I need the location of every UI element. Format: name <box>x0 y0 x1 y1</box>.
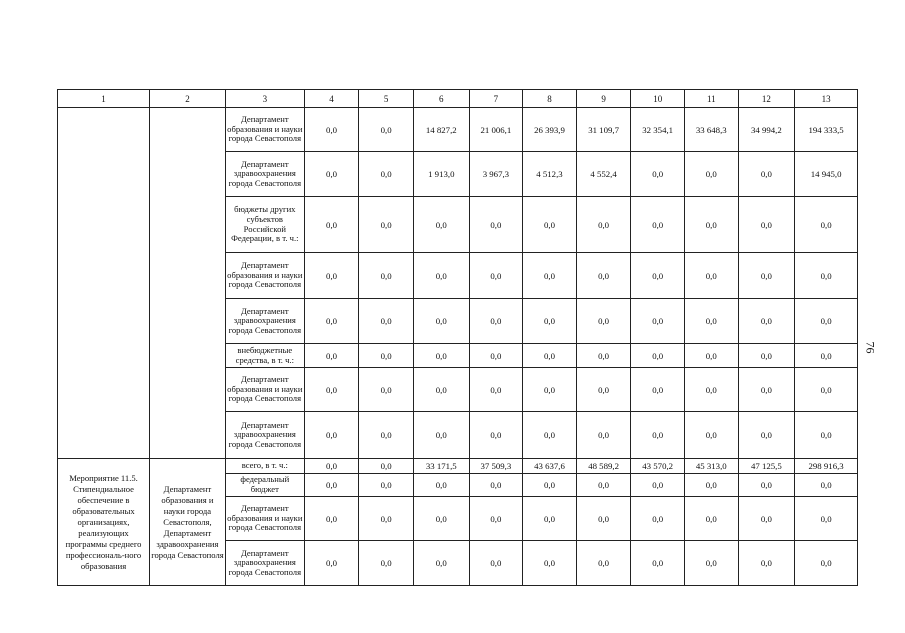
value-cell: 0,0 <box>523 368 577 412</box>
value-cell: 0,0 <box>738 197 795 253</box>
value-cell: 26 393,9 <box>523 108 577 152</box>
value-cell: 32 354,1 <box>631 108 685 152</box>
executor-empty-cell <box>150 108 226 459</box>
value-cell: 0,0 <box>795 412 858 459</box>
value-cell: 0,0 <box>523 412 577 459</box>
header-cell: 8 <box>523 90 577 108</box>
value-cell: 0,0 <box>738 497 795 541</box>
value-cell: 0,0 <box>684 474 738 497</box>
value-cell: 0,0 <box>469 368 523 412</box>
header-cell: 6 <box>413 90 469 108</box>
value-cell: 0,0 <box>304 197 359 253</box>
value-cell: 0,0 <box>576 474 631 497</box>
value-cell: 0,0 <box>359 541 414 586</box>
value-cell: 0,0 <box>413 344 469 368</box>
value-cell: 4 512,3 <box>523 152 577 197</box>
funding-source-cell: внебюджетные средства, в т. ч.: <box>225 344 304 368</box>
page-number: 76 <box>863 341 878 354</box>
value-cell: 0,0 <box>304 299 359 344</box>
value-cell: 0,0 <box>469 197 523 253</box>
value-cell: 0,0 <box>576 497 631 541</box>
value-cell: 0,0 <box>304 344 359 368</box>
value-cell: 0,0 <box>523 299 577 344</box>
value-cell: 194 333,5 <box>795 108 858 152</box>
value-cell: 0,0 <box>795 541 858 586</box>
value-cell: 0,0 <box>413 299 469 344</box>
header-cell: 7 <box>469 90 523 108</box>
value-cell: 0,0 <box>738 299 795 344</box>
value-cell: 0,0 <box>523 474 577 497</box>
header-cell: 3 <box>225 90 304 108</box>
value-cell: 0,0 <box>738 474 795 497</box>
header-cell: 10 <box>631 90 685 108</box>
value-cell: 0,0 <box>523 541 577 586</box>
value-cell: 0,0 <box>304 459 359 474</box>
value-cell: 0,0 <box>684 497 738 541</box>
value-cell: 0,0 <box>359 368 414 412</box>
value-cell: 0,0 <box>359 497 414 541</box>
value-cell: 0,0 <box>469 497 523 541</box>
funding-source-cell: Департамент образования и науки города Севастополя <box>225 368 304 412</box>
value-cell: 0,0 <box>738 541 795 586</box>
value-cell: 0,0 <box>413 197 469 253</box>
funding-source-cell: Департамент образования и науки города Севастополя <box>225 497 304 541</box>
value-cell: 14 945,0 <box>795 152 858 197</box>
value-cell: 0,0 <box>738 368 795 412</box>
header-cell: 9 <box>576 90 631 108</box>
header-cell: 13 <box>795 90 858 108</box>
value-cell: 0,0 <box>684 412 738 459</box>
value-cell: 0,0 <box>684 197 738 253</box>
value-cell: 31 109,7 <box>576 108 631 152</box>
value-cell: 3 967,3 <box>469 152 523 197</box>
value-cell: 14 827,2 <box>413 108 469 152</box>
value-cell: 0,0 <box>684 152 738 197</box>
value-cell: 0,0 <box>523 497 577 541</box>
value-cell: 0,0 <box>469 344 523 368</box>
value-cell: 0,0 <box>576 541 631 586</box>
funding-source-cell: Департамент здравоохранения города Севастополя <box>225 412 304 459</box>
value-cell: 34 994,2 <box>738 108 795 152</box>
value-cell: 0,0 <box>576 197 631 253</box>
value-cell: 0,0 <box>304 368 359 412</box>
value-cell: 0,0 <box>359 197 414 253</box>
value-cell: 0,0 <box>795 368 858 412</box>
value-cell: 0,0 <box>684 299 738 344</box>
value-cell: 1 913,0 <box>413 152 469 197</box>
value-cell: 0,0 <box>576 344 631 368</box>
value-cell: 21 006,1 <box>469 108 523 152</box>
funding-source-cell: Департамент здравоохранения города Севастополя <box>225 299 304 344</box>
funding-source-cell: Департамент образования и науки города Севастополя <box>225 108 304 152</box>
value-cell: 0,0 <box>469 299 523 344</box>
header-cell: 11 <box>684 90 738 108</box>
value-cell: 0,0 <box>684 541 738 586</box>
value-cell: 0,0 <box>576 299 631 344</box>
budget-table <box>57 89 858 586</box>
value-cell: 0,0 <box>576 412 631 459</box>
value-cell: 0,0 <box>413 368 469 412</box>
value-cell: 0,0 <box>523 197 577 253</box>
value-cell: 0,0 <box>738 344 795 368</box>
value-cell: 0,0 <box>304 497 359 541</box>
header-cell: 4 <box>304 90 359 108</box>
value-cell: 0,0 <box>359 474 414 497</box>
value-cell: 43 637,6 <box>523 459 577 474</box>
executor-cell: Департамент образования и науки города Севастополя, Департамент здравоохранения города Севастополя <box>150 459 226 586</box>
value-cell: 0,0 <box>631 368 685 412</box>
value-cell: 0,0 <box>738 152 795 197</box>
value-cell: 0,0 <box>523 344 577 368</box>
value-cell: 0,0 <box>631 152 685 197</box>
value-cell: 0,0 <box>413 253 469 299</box>
value-cell: 37 509,3 <box>469 459 523 474</box>
value-cell: 0,0 <box>795 253 858 299</box>
header-row <box>58 90 858 108</box>
value-cell: 0,0 <box>631 197 685 253</box>
value-cell: 0,0 <box>631 412 685 459</box>
funding-source-cell: федеральный бюджет <box>225 474 304 497</box>
funding-source-cell: Департамент образования и науки города Севастополя <box>225 253 304 299</box>
value-cell: 0,0 <box>631 299 685 344</box>
value-cell: 0,0 <box>684 253 738 299</box>
value-cell: 0,0 <box>631 474 685 497</box>
value-cell: 0,0 <box>469 253 523 299</box>
value-cell: 298 916,3 <box>795 459 858 474</box>
value-cell: 0,0 <box>631 253 685 299</box>
value-cell: 0,0 <box>359 299 414 344</box>
value-cell: 0,0 <box>304 474 359 497</box>
value-cell: 0,0 <box>631 541 685 586</box>
header-cell: 2 <box>150 90 226 108</box>
funding-source-cell: бюджеты других субъектов Российской Федерации, в т. ч.: <box>225 197 304 253</box>
value-cell: 0,0 <box>523 253 577 299</box>
value-cell: 0,0 <box>413 474 469 497</box>
funding-source-cell: Департамент здравоохранения города Севастополя <box>225 152 304 197</box>
value-cell: 0,0 <box>359 253 414 299</box>
value-cell: 0,0 <box>795 497 858 541</box>
value-cell: 0,0 <box>738 253 795 299</box>
value-cell: 0,0 <box>576 253 631 299</box>
measure-name-empty-cell <box>58 108 150 459</box>
value-cell: 48 589,2 <box>576 459 631 474</box>
header-cell: 12 <box>738 90 795 108</box>
value-cell: 0,0 <box>304 152 359 197</box>
value-cell: 0,0 <box>413 497 469 541</box>
value-cell: 0,0 <box>359 108 414 152</box>
value-cell: 0,0 <box>795 197 858 253</box>
value-cell: 0,0 <box>684 344 738 368</box>
measure-name-cell: Мероприятие 11.5. Стипендиальное обеспечение в образовательных организациях, реализующих программы среднего профессиональ-ного образования <box>58 459 150 586</box>
funding-source-cell: Департамент здравоохранения города Севастополя <box>225 541 304 586</box>
value-cell: 0,0 <box>631 497 685 541</box>
table-row <box>58 108 858 152</box>
value-cell: 0,0 <box>469 412 523 459</box>
value-cell: 0,0 <box>359 344 414 368</box>
value-cell: 33 648,3 <box>684 108 738 152</box>
table-row <box>58 459 858 474</box>
value-cell: 45 313,0 <box>684 459 738 474</box>
header-cell: 1 <box>58 90 150 108</box>
value-cell: 0,0 <box>469 474 523 497</box>
value-cell: 33 171,5 <box>413 459 469 474</box>
value-cell: 0,0 <box>304 541 359 586</box>
value-cell: 4 552,4 <box>576 152 631 197</box>
value-cell: 0,0 <box>795 344 858 368</box>
value-cell: 0,0 <box>738 412 795 459</box>
header-cell: 5 <box>359 90 414 108</box>
value-cell: 0,0 <box>304 412 359 459</box>
value-cell: 0,0 <box>684 368 738 412</box>
value-cell: 0,0 <box>359 152 414 197</box>
value-cell: 47 125,5 <box>738 459 795 474</box>
value-cell: 0,0 <box>413 541 469 586</box>
value-cell: 0,0 <box>304 108 359 152</box>
value-cell: 0,0 <box>359 459 414 474</box>
value-cell: 0,0 <box>304 253 359 299</box>
value-cell: 0,0 <box>359 412 414 459</box>
funding-source-cell: всего, в т. ч.: <box>225 459 304 474</box>
value-cell: 0,0 <box>469 541 523 586</box>
value-cell: 0,0 <box>576 368 631 412</box>
value-cell: 0,0 <box>631 344 685 368</box>
value-cell: 0,0 <box>795 474 858 497</box>
value-cell: 43 570,2 <box>631 459 685 474</box>
value-cell: 0,0 <box>795 299 858 344</box>
value-cell: 0,0 <box>413 412 469 459</box>
